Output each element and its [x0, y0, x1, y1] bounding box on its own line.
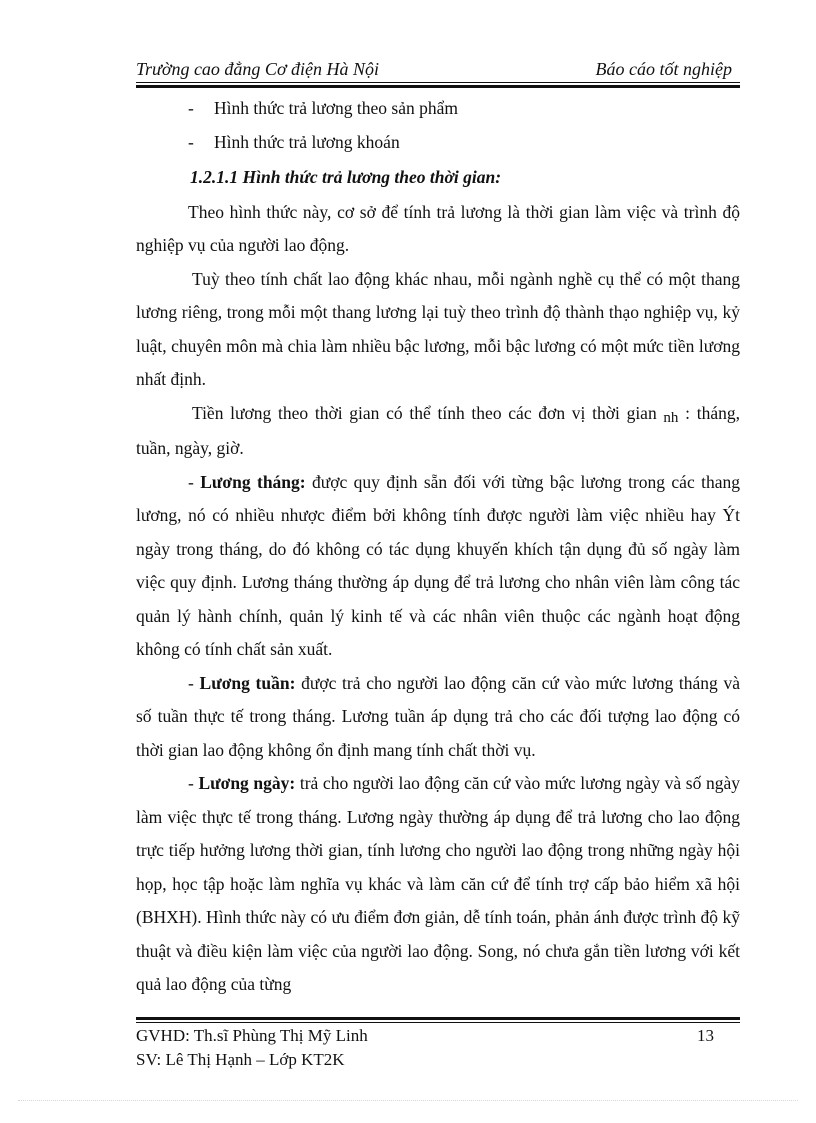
monthly-prefix: - — [188, 471, 201, 492]
time-units-text: Tiền lương theo thời gian có thể tính theo các đơn vị thời gian — [192, 402, 664, 423]
header-report-title: Báo cáo tốt nghiệp — [595, 59, 732, 79]
time-units-list: : tháng, tuần, ngày, giờ. — [136, 402, 740, 458]
section-heading: 1.2.1.1 Hình thức trả lương theo thời gian: — [190, 167, 502, 187]
paragraph-time-units — [136, 397, 740, 466]
paragraph-intro: Theo hình thức này, cơ sở để tính trả lương là thời gian làm việc và trình độ nghiệp vụ của người lao động. — [136, 201, 740, 255]
page-number: 13 — [697, 1026, 714, 1045]
monthly-text: được quy định sẵn đối với từng bậc lương trong các thang lương, nó có nhiều nhược điểm bởi không tính được người làm việc nhiều hay Ýt ngày trong tháng, do đó không có tác dụng khuyến khích tận dụng đủ số ngày làm việc quy định. Lương tháng thường áp dụng để trả lương cho nhân viên làm công tác quản lý hành chính, quản lý kinh tế và các nhân viên thuộc các ngành hoạt động không có tính chất sản xuất. — [136, 471, 740, 659]
footer-rule-thick — [136, 1017, 740, 1020]
header-rule-thick — [136, 85, 740, 88]
body-text — [136, 92, 740, 1002]
bullet-text: Hình thức trả lương theo sản phẩm — [214, 98, 459, 118]
monthly-term: Lương tháng: — [200, 471, 306, 492]
weekly-prefix: - — [188, 672, 200, 693]
weekly-text: được trả cho người lao động căn cứ vào mức lương tháng và số tuần thực tế trong tháng. Lương tuần áp dụng trả cho các đối tượng lao động có thời gian lao động không ổn định mang tính chất thời vụ. — [136, 672, 740, 760]
bullet-dash: - — [188, 98, 194, 118]
bottom-dotted-divider — [18, 1100, 798, 1101]
paragraph-pay-scale: Tuỳ theo tính chất lao động khác nhau, mỗi ngành nghề cụ thể có một thang lương riêng, trong mỗi một thang lương lại tuỳ theo trình độ thành thạo nghiệp vụ, kỷ luật, chuyên môn mà chia làm nhiều bậc lương, mỗi bậc lương có một mức tiền lương nhất định. — [136, 268, 740, 389]
footer-student: SV: Lê Thị Hạnh – Lớp KT2K — [136, 1050, 345, 1069]
time-units-nh: nh — [663, 409, 679, 426]
bullet-text: Hình thức trả lương khoán — [214, 131, 400, 152]
page-footer — [136, 1017, 740, 1077]
footer-advisor: GVHD: Th.sĩ Phùng Thị Mỹ Linh — [136, 1026, 368, 1045]
paragraph-weekly-wage — [136, 667, 740, 768]
weekly-term: Lương tuần: — [199, 672, 296, 693]
page-header — [136, 58, 740, 88]
header-rule-thin — [136, 82, 740, 83]
daily-prefix: - — [188, 773, 199, 793]
bullet-dash: - — [188, 131, 194, 152]
bullet-item — [136, 126, 740, 160]
daily-term: Lương ngày: — [198, 773, 296, 793]
daily-text: trả cho người lao động căn cứ vào mức lương ngày và số ngày làm việc thực tế trong tháng. Lương ngày thường áp dụng để trả lương cho lao động trực tiếp hưởng lương thời gian, tính lương cho người lao động trong những ngày hội họp, học tập hoặc làm nghĩa vụ khác và làm căn cứ để tính trợ cấp bảo hiểm xã hội (BHXH). Hình thức này có ưu điểm đơn giản, dễ tính toán, phản ánh được trình độ kỹ thuật và điều kiện làm việc của người lao động. Song, nó chưa gắn tiền lương với kết quả lao động của từng — [136, 773, 740, 994]
header-school-name: Trường cao đẳng Cơ điện Hà Nội — [136, 59, 380, 79]
footer-rule-thin — [136, 1022, 740, 1023]
paragraph-daily-wage — [136, 767, 740, 1002]
paragraph-monthly-wage — [136, 466, 740, 667]
bullet-item — [136, 92, 740, 126]
